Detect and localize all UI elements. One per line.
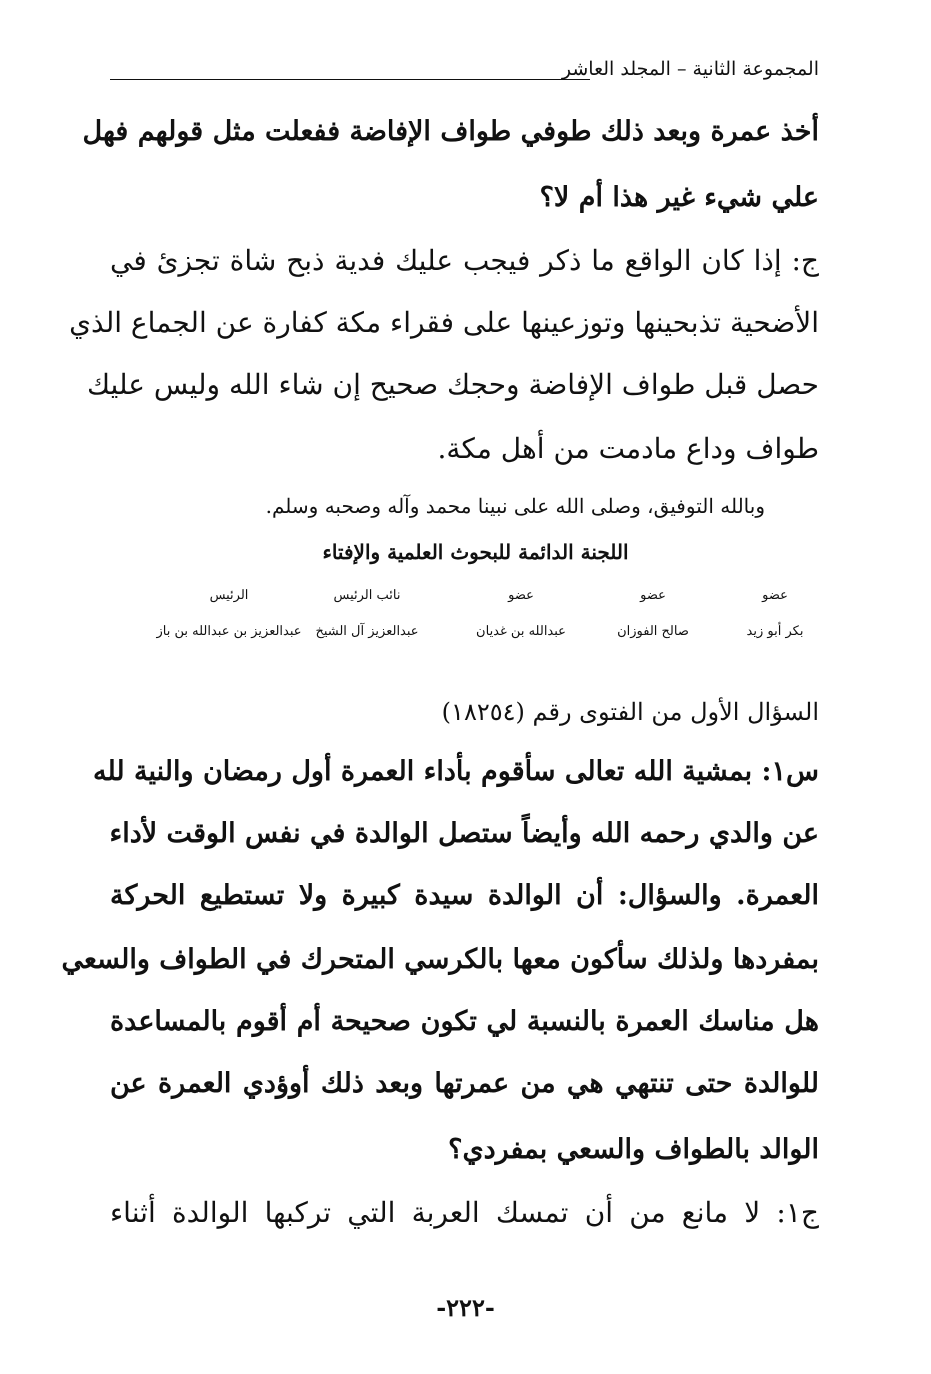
answer-line-4: الأضحية تذبحينها وتوزعينها على فقراء مكة كفارة عن الجماع الذي — [69, 306, 819, 339]
running-title: المجموعة الثانية – المجلد العاشر — [561, 58, 819, 80]
question-line-1: س١: بمشية الله تعالى سأقوم بأداء العمرة أول رمضان والنية لله — [92, 756, 819, 787]
name-5: عبدالعزيز بن عبدالله بن باز — [156, 624, 302, 639]
name-2: صالح الفوزان — [617, 624, 689, 639]
role-4: نائب الرئيس — [333, 588, 401, 603]
page-header — [110, 52, 819, 92]
question-line-3: العمرة. والسؤال: أن الوالدة سيدة كبيرة ولا تستطيع الحركة — [110, 880, 819, 911]
answer-line-2: علي شيء غير هذا أم لا؟ — [539, 182, 819, 213]
question-line-5: هل مناسك العمرة بالنسبة لي تكون صحيحة أم أقوم بالمساعدة — [110, 1006, 819, 1037]
signature-roles — [110, 588, 819, 610]
role-2: عضو — [640, 588, 666, 603]
answer1-line-1: ج١: لا مانع من أن تمسك العربة التي تركبها الوالدة أثناء — [110, 1196, 819, 1229]
question-line-7: الوالد بالطواف والسعي بمفردي؟ — [448, 1134, 819, 1165]
role-3: عضو — [508, 588, 534, 603]
name-3: عبدالله بن غديان — [476, 624, 566, 639]
question-line-4: بمفردها ولذلك سأكون معها بالكرسي المتحرك في الطواف والسعي — [61, 944, 819, 975]
name-4: عبدالعزيز آل الشيخ — [315, 624, 419, 639]
question-line-6: للوالدة حتى تنتهي هي من عمرتها وبعد ذلك أوؤدي العمرة عن — [110, 1068, 819, 1099]
answer-line-3: ج: إذا كان الواقع ما ذكر فيجب عليك فدية ذبح شاة تجزئ في — [110, 244, 819, 277]
closing-formula: وبالله التوفيق، وصلى الله على نبينا محمد وآله وصحبه وسلم. — [265, 494, 765, 518]
role-5: الرئيس — [209, 588, 249, 603]
role-1: عضو — [762, 588, 788, 603]
name-1: بكر أبو زيد — [746, 624, 804, 639]
signatures — [110, 588, 819, 648]
header-rule — [110, 79, 590, 80]
committee-title: اللجنة الدائمة للبحوث العلمية والإفتاء — [322, 540, 629, 564]
page-number: -٢٢٢- — [436, 1293, 495, 1322]
section-heading: السؤال الأول من الفتوى رقم (١٨٢٥٤) — [441, 698, 819, 726]
signature-names — [110, 624, 819, 646]
question-line-2: عن والدي رحمه الله وأيضاً ستصل الوالدة في نفس الوقت لأداء — [109, 818, 819, 849]
answer-line-1: أخذ عمرة وبعد ذلك طوفي طواف الإفاضة ففعلت مثل قولهم فهل — [82, 116, 819, 147]
answer-line-6: طواف وداع مادمت من أهل مكة. — [437, 432, 819, 465]
answer-line-5: حصل قبل طواف الإفاضة وحجك صحيح إن شاء الله وليس عليك — [86, 368, 819, 401]
